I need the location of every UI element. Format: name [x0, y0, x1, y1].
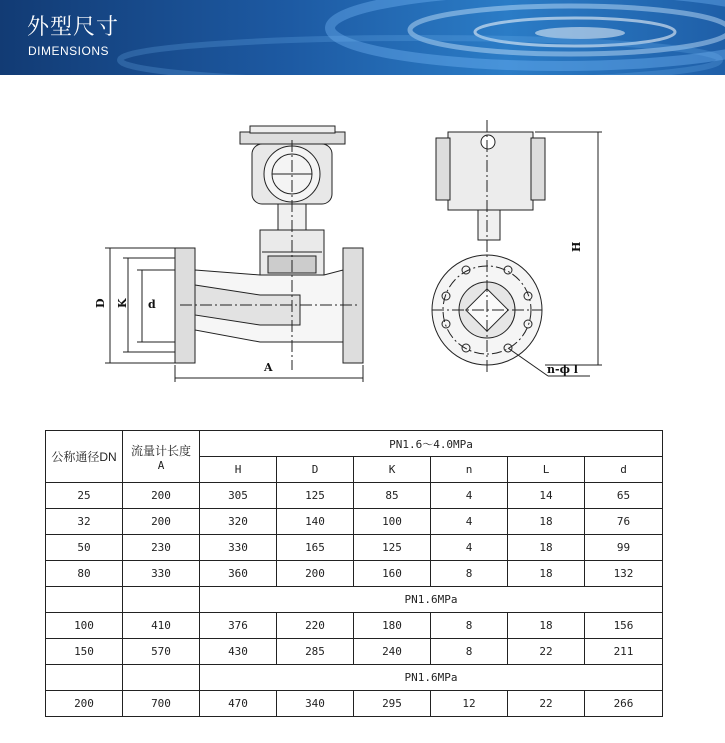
dimension-drawing [0, 80, 725, 425]
table-cell: 22 [508, 691, 585, 717]
table-cell: 410 [123, 613, 200, 639]
table-group-1 [46, 483, 663, 587]
header-pressure-top: PN1.6～4.0MPa [200, 431, 663, 457]
table-row [46, 509, 663, 535]
table-cell: 230 [123, 535, 200, 561]
subheader-cell: L [508, 457, 585, 483]
table-cell: 700 [123, 691, 200, 717]
table-cell: 180 [354, 613, 431, 639]
pressure-mid-label: PN1.6MPa [200, 587, 663, 613]
table-cell: 25 [46, 483, 123, 509]
table-cell: 340 [277, 691, 354, 717]
label-d: d [148, 298, 156, 311]
table-cell: 266 [585, 691, 663, 717]
table-cell: 200 [46, 691, 123, 717]
header-length-symbol: A [157, 458, 165, 472]
table-cell: 360 [200, 561, 277, 587]
table-cell: 14 [508, 483, 585, 509]
table-cell: 18 [508, 509, 585, 535]
table-cell: 200 [277, 561, 354, 587]
table-cell: 200 [123, 509, 200, 535]
table-cell: 330 [200, 535, 277, 561]
table-cell: 4 [431, 483, 508, 509]
subheader-cell: D [277, 457, 354, 483]
table-cell: 32 [46, 509, 123, 535]
table-cell: 430 [200, 639, 277, 665]
empty-cell [123, 587, 200, 613]
side-view [105, 126, 363, 382]
header-banner [0, 0, 725, 75]
table-row [46, 535, 663, 561]
table-header-row [46, 431, 663, 457]
table-cell: 320 [200, 509, 277, 535]
header-dn: 公称通径DN [46, 431, 123, 483]
table-cell: 65 [585, 483, 663, 509]
table-cell: 22 [508, 639, 585, 665]
table-row [46, 613, 663, 639]
table-cell: 150 [46, 639, 123, 665]
table-cell: 76 [585, 509, 663, 535]
empty-cell [46, 665, 123, 691]
pressure-bottom-label: PN1.6MPa [200, 665, 663, 691]
subheader-cell: K [354, 457, 431, 483]
empty-cell [46, 587, 123, 613]
header-length-label: 流量计长度 [130, 443, 191, 458]
table-cell: 125 [354, 535, 431, 561]
table-cell: 240 [354, 639, 431, 665]
label-D: D [94, 298, 107, 308]
table-row [46, 561, 663, 587]
label-H: H [570, 241, 583, 252]
table-cell: 125 [277, 483, 354, 509]
pressure-row-bottom [46, 665, 663, 691]
pressure-row-mid [46, 587, 663, 613]
table-cell: 165 [277, 535, 354, 561]
header-length [123, 431, 200, 483]
table-cell: 8 [431, 613, 508, 639]
page-title: 外型尺寸 [27, 14, 120, 39]
table-cell: 285 [277, 639, 354, 665]
table-group-2 [46, 613, 663, 665]
table-cell: 8 [431, 639, 508, 665]
table-cell: 295 [354, 691, 431, 717]
table-cell: 12 [431, 691, 508, 717]
subheader-cell: n [431, 457, 508, 483]
table-cell: 18 [508, 613, 585, 639]
empty-cell [123, 665, 200, 691]
table-cell: 211 [585, 639, 663, 665]
table-cell: 100 [354, 509, 431, 535]
table-cell: 99 [585, 535, 663, 561]
page-subtitle: DIMENSIONS [28, 44, 110, 58]
table-cell: 18 [508, 561, 585, 587]
table-row [46, 483, 663, 509]
dimensions-table [45, 430, 663, 717]
table-group-3 [46, 691, 663, 717]
label-A: A [264, 361, 273, 374]
table-cell: 140 [277, 509, 354, 535]
table-cell: 85 [354, 483, 431, 509]
table-cell: 156 [585, 613, 663, 639]
table-cell: 305 [200, 483, 277, 509]
table-cell: 100 [46, 613, 123, 639]
table-row [46, 691, 663, 717]
table-cell: 376 [200, 613, 277, 639]
label-K: K [116, 298, 129, 308]
table-cell: 4 [431, 535, 508, 561]
subheader-cell: H [200, 457, 277, 483]
table-cell: 132 [585, 561, 663, 587]
table-cell: 80 [46, 561, 123, 587]
table-cell: 570 [123, 639, 200, 665]
label-holes: n-ϕ l [547, 363, 578, 376]
table-cell: 470 [200, 691, 277, 717]
table-cell: 330 [123, 561, 200, 587]
subheader-cell: d [585, 457, 663, 483]
table-cell: 8 [431, 561, 508, 587]
table-row [46, 639, 663, 665]
table-cell: 50 [46, 535, 123, 561]
table-cell: 18 [508, 535, 585, 561]
table-cell: 220 [277, 613, 354, 639]
table-cell: 200 [123, 483, 200, 509]
table-cell: 160 [354, 561, 431, 587]
table-cell: 4 [431, 509, 508, 535]
